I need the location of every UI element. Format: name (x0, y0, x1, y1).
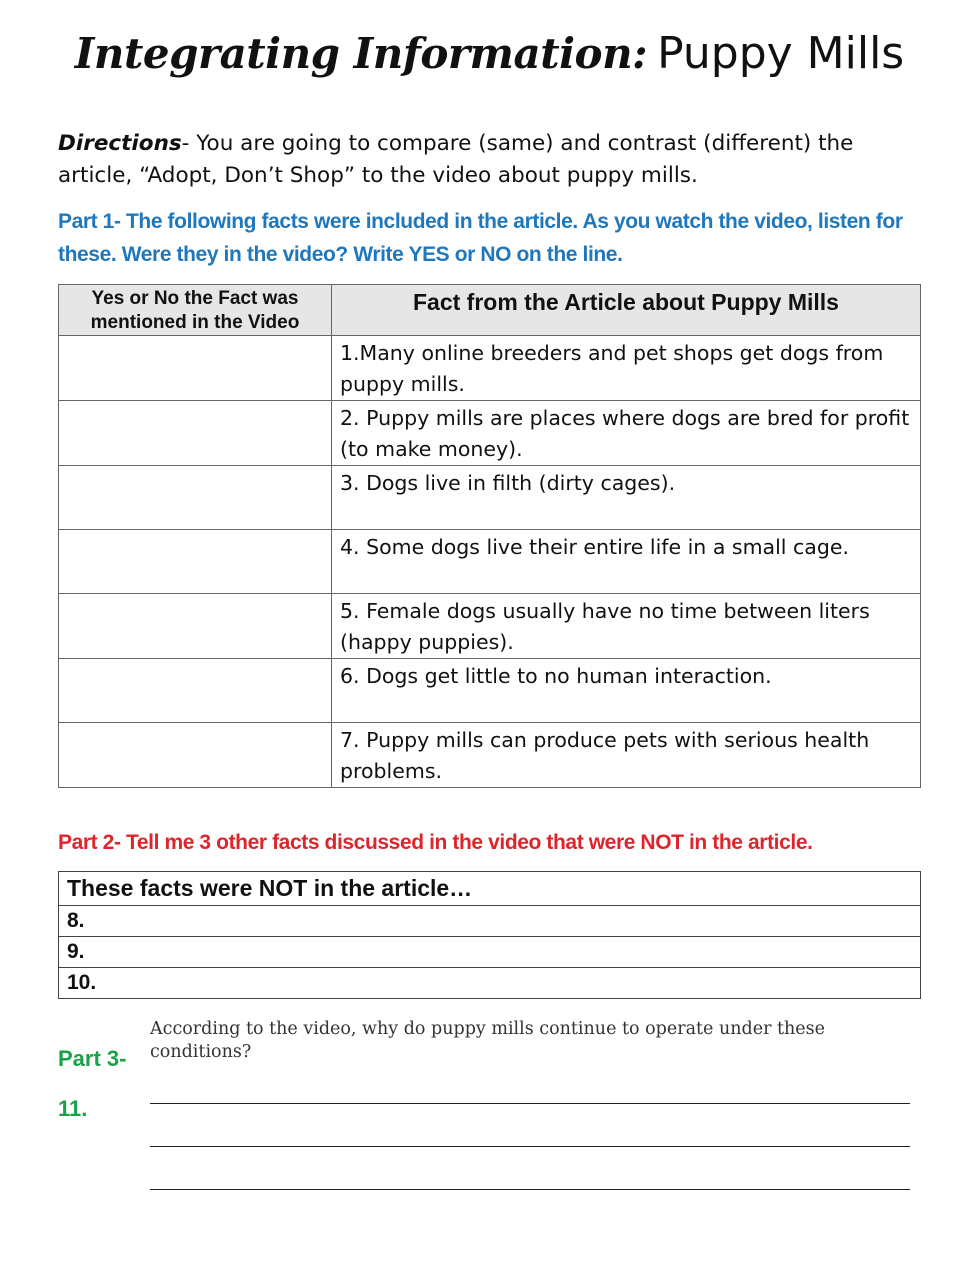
directions-label: Directions (58, 131, 182, 156)
answer-cell-7[interactable] (59, 723, 332, 788)
answer-cell-3[interactable] (59, 466, 332, 530)
not-in-article-header: These facts were NOT in the article… (59, 872, 921, 906)
table-row (59, 530, 921, 594)
answer-row-10[interactable]: 10. (59, 968, 921, 999)
facts-table (58, 284, 921, 788)
answer-cell-1[interactable] (59, 336, 332, 401)
answer-cell-2[interactable] (59, 401, 332, 466)
table-row (59, 723, 921, 788)
col-fact-header: Fact from the Article about Puppy Mills (332, 285, 921, 336)
answer-cell-6[interactable] (59, 659, 332, 723)
table-row (59, 594, 921, 659)
directions-paragraph (58, 128, 928, 192)
part1-heading: Part 1- The following facts were included in the article. As you watch the video, listen for these. Were they in the video? Write YES or NO on the line. (58, 210, 903, 266)
answer-cell-5[interactable] (59, 594, 332, 659)
answer-line-3[interactable] (150, 1189, 910, 1190)
fact-cell-3: 3. Dogs live in filth (dirty cages). (332, 466, 921, 530)
table-row (59, 336, 921, 401)
fact-cell-7: 7. Puppy mills can produce pets with serious health problems. (332, 723, 921, 788)
table-row (59, 466, 921, 530)
page-title (0, 28, 979, 79)
part3-question: According to the video, why do puppy mills continue to operate under these conditions? (150, 1019, 825, 1062)
answer-row-8[interactable]: 8. (59, 906, 921, 937)
part2-heading: Part 2- Tell me 3 other facts discussed in the video that were NOT in the article. (58, 831, 813, 854)
fact-cell-2: 2. Puppy mills are places where dogs are bred for profit (to make money). (332, 401, 921, 466)
title-script-part: Integrating Information: (74, 29, 648, 78)
facts-table-header (59, 285, 921, 336)
fact-cell-1: 1.Many online breeders and pet shops get dogs from puppy mills. (332, 336, 921, 401)
directions-text: - You are going to compare (same) and contrast (different) the article, “Adopt, Don’t Shop” to the video about puppy mills. (58, 131, 854, 188)
fact-cell-5: 5. Female dogs usually have no time between liters (happy puppies). (332, 594, 921, 659)
answer-cell-4[interactable] (59, 530, 332, 594)
question-number-11: 11. (58, 1096, 88, 1121)
fact-cell-6: 6. Dogs get little to no human interaction. (332, 659, 921, 723)
table-row (59, 659, 921, 723)
answer-line-1[interactable] (150, 1103, 910, 1104)
table-row (59, 401, 921, 466)
fact-cell-4: 4. Some dogs live their entire life in a small cage. (332, 530, 921, 594)
not-in-article-table (58, 871, 921, 999)
answer-row-9[interactable]: 9. (59, 937, 921, 968)
part3-label: Part 3- (58, 1046, 127, 1071)
col-yes-no-header: Yes or No the Fact was mentioned in the Video (59, 285, 332, 336)
title-plain-part: Puppy Mills (657, 28, 905, 79)
answer-line-2[interactable] (150, 1146, 910, 1147)
